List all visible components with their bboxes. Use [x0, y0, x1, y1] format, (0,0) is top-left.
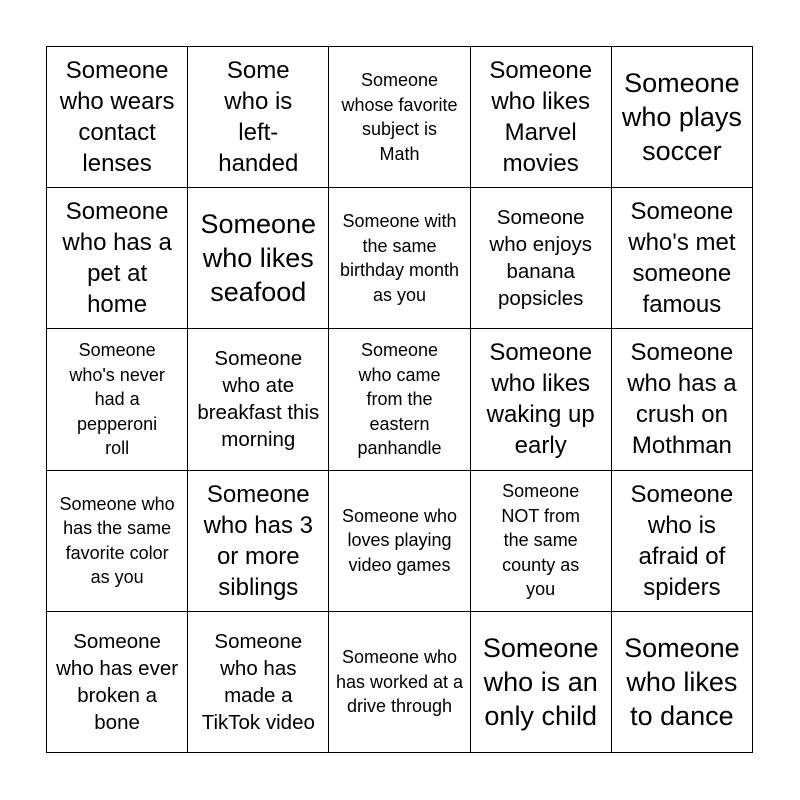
- cell-text: Someone who is an only child: [482, 632, 599, 731]
- cell-text: Someone who has a crush on Mothman: [627, 339, 737, 460]
- cell-text: Someone who loves playing video games: [341, 505, 458, 575]
- cell-text: Someone with the same birthday month as you: [339, 211, 460, 305]
- cell-text: Someone NOT from the same county as you: [501, 481, 581, 600]
- cell-text: Someone who's met someone famous: [628, 198, 736, 319]
- cell-text: Some who is left-handed: [218, 57, 299, 178]
- cell-text: Someone who ate breakfast this morning: [197, 347, 320, 452]
- bingo-cell-r2c2[interactable]: [188, 188, 329, 329]
- bingo-cell-r2c5[interactable]: [612, 188, 753, 329]
- cell-text: Someone who enjoys banana popsicles: [489, 206, 592, 311]
- cell-text: Someone who has a pet at home: [62, 198, 172, 319]
- bingo-cell-r1c5[interactable]: [612, 47, 753, 188]
- bingo-cell-r4c5[interactable]: [612, 471, 753, 612]
- bingo-cell-r4c1[interactable]: [47, 471, 188, 612]
- cell-text: Someone who has made a TikTok video: [201, 629, 315, 734]
- cell-text: Someone who came from the eastern panhandle: [357, 340, 442, 459]
- bingo-cell-r5c3[interactable]: [329, 612, 470, 753]
- bingo-cell-r3c5[interactable]: [612, 329, 753, 470]
- bingo-cell-r3c1[interactable]: [47, 329, 188, 470]
- bingo-cell-r5c2[interactable]: [188, 612, 329, 753]
- cell-text: Someone who has 3 or more siblings: [203, 480, 313, 601]
- cell-text: Someone who's never had a pepperoni roll: [69, 340, 165, 459]
- bingo-cell-r5c1[interactable]: [47, 612, 188, 753]
- bingo-cell-r1c1[interactable]: [47, 47, 188, 188]
- bingo-cell-r5c5[interactable]: [612, 612, 753, 753]
- bingo-cell-r2c1[interactable]: [47, 188, 188, 329]
- bingo-cell-r1c3[interactable]: [329, 47, 470, 188]
- cell-text: Someone who is afraid of spiders: [630, 480, 734, 601]
- cell-text: Someone who likes waking up early: [486, 339, 595, 460]
- bingo-cell-r5c4[interactable]: [471, 612, 612, 753]
- cell-text: Someone who has ever broken a bone: [56, 629, 179, 734]
- cell-text: Someone who has the same favorite color as you: [59, 493, 175, 588]
- bingo-cell-r2c3[interactable]: [329, 188, 470, 329]
- bingo-board: [46, 46, 753, 753]
- bingo-cell-r3c2[interactable]: [188, 329, 329, 470]
- cell-text: Someone who likes to dance: [624, 632, 740, 731]
- bingo-cell-r4c4[interactable]: [471, 471, 612, 612]
- bingo-cell-r4c2[interactable]: [188, 471, 329, 612]
- cell-text: Someone who wears contact lenses: [59, 57, 175, 178]
- bingo-cell-r1c4[interactable]: [471, 47, 612, 188]
- bingo-cell-r3c3[interactable]: [329, 329, 470, 470]
- bingo-cell-r1c2[interactable]: [188, 47, 329, 188]
- bingo-cell-r4c3[interactable]: [329, 471, 470, 612]
- cell-text: Someone who likes seafood: [200, 209, 317, 308]
- cell-text: Someone who has worked at a drive through: [335, 647, 464, 717]
- bingo-cell-r3c4[interactable]: [471, 329, 612, 470]
- cell-text: Someone who likes Marvel movies: [489, 57, 593, 178]
- cell-text: Someone who plays soccer: [621, 68, 742, 167]
- bingo-cell-r2c4[interactable]: [471, 188, 612, 329]
- cell-text: Someone whose favorite subject is Math: [341, 70, 458, 164]
